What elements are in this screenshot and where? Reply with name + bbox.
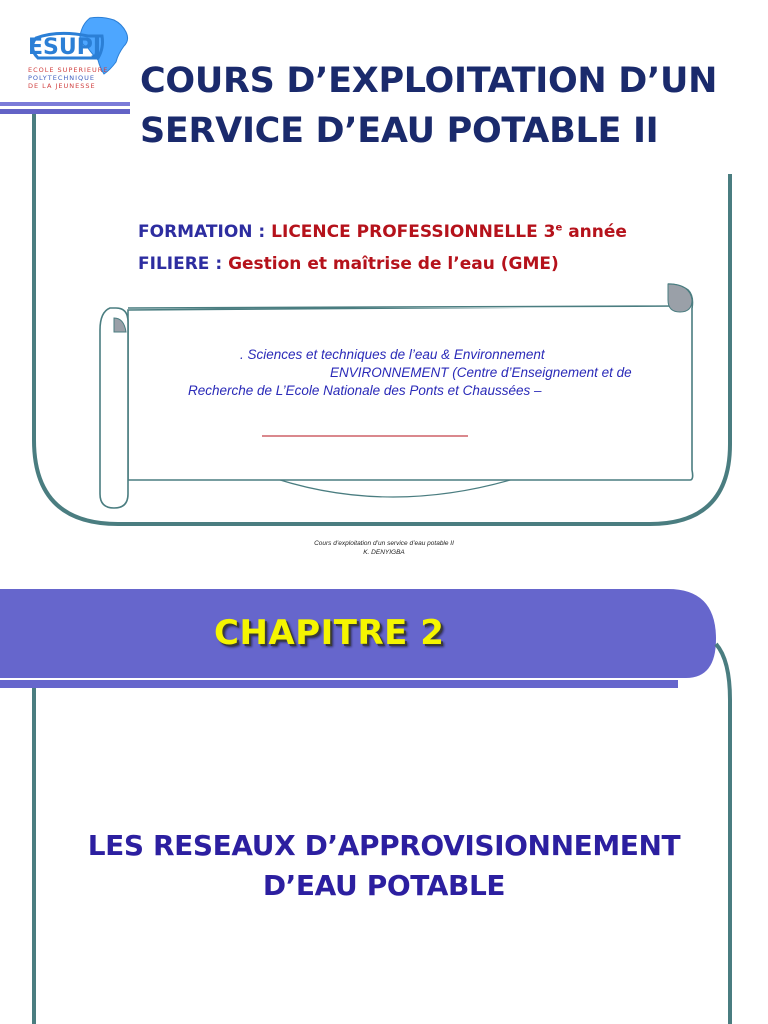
footer-author: K. DENYIGBA [363,549,405,556]
formation-year-sup: e [555,222,563,234]
slide-footer-note [0,539,768,557]
logo-line-1: ECOLE SUPERIEURE [28,66,109,74]
logo-line-2: POLYTECHNIQUE [28,74,96,82]
course-title [140,56,760,156]
chapter-title-line-1: LES RESEAUX D’APPROVISIONNEMENT [87,829,681,862]
course-title-line-1: COURS D’EXPLOITATION D’UN [140,61,718,101]
svg-text:ESUPJ: ESUPJ [28,35,102,60]
formation-year [544,222,563,242]
chapter-title-line-2: D’EAU POTABLE [262,869,506,902]
formation-line [138,222,627,242]
footer-course-name: Cours d’exploitation d’un service d’eau potable II [314,540,454,547]
logo-line-3: DE LA JEUNESSE [28,82,96,90]
formation-label: FORMATION : [138,222,266,242]
chapter-banner-stripe [0,680,678,688]
africa-map-icon [18,14,138,96]
scroll-text-line-3: Recherche de L’Ecole Nationale des Ponts et Chaussées – [188,383,542,398]
formation-year-word: année [568,222,627,242]
scroll-text-line-1: . Sciences et techniques de l’eau & Environnement [240,347,545,362]
filiere-value: Gestion et maîtrise de l’eau (GME) [228,254,559,274]
chapter-label: CHAPITRE 2 [214,613,445,653]
esupj-logo [18,14,138,96]
filiere-line [138,254,559,274]
header-bar-top [0,102,130,106]
course-title-line-2: SERVICE D’EAU POTABLE II [140,111,659,151]
formation-year-number: 3 [543,222,556,242]
scroll-text-line-2: ENVIRONNEMENT (Centre d’Enseignement et de [330,365,632,380]
filiere-label: FILIERE : [138,254,223,274]
header-bar-bottom [0,109,130,114]
formation-value: LICENCE PROFESSIONNELLE [271,222,538,242]
